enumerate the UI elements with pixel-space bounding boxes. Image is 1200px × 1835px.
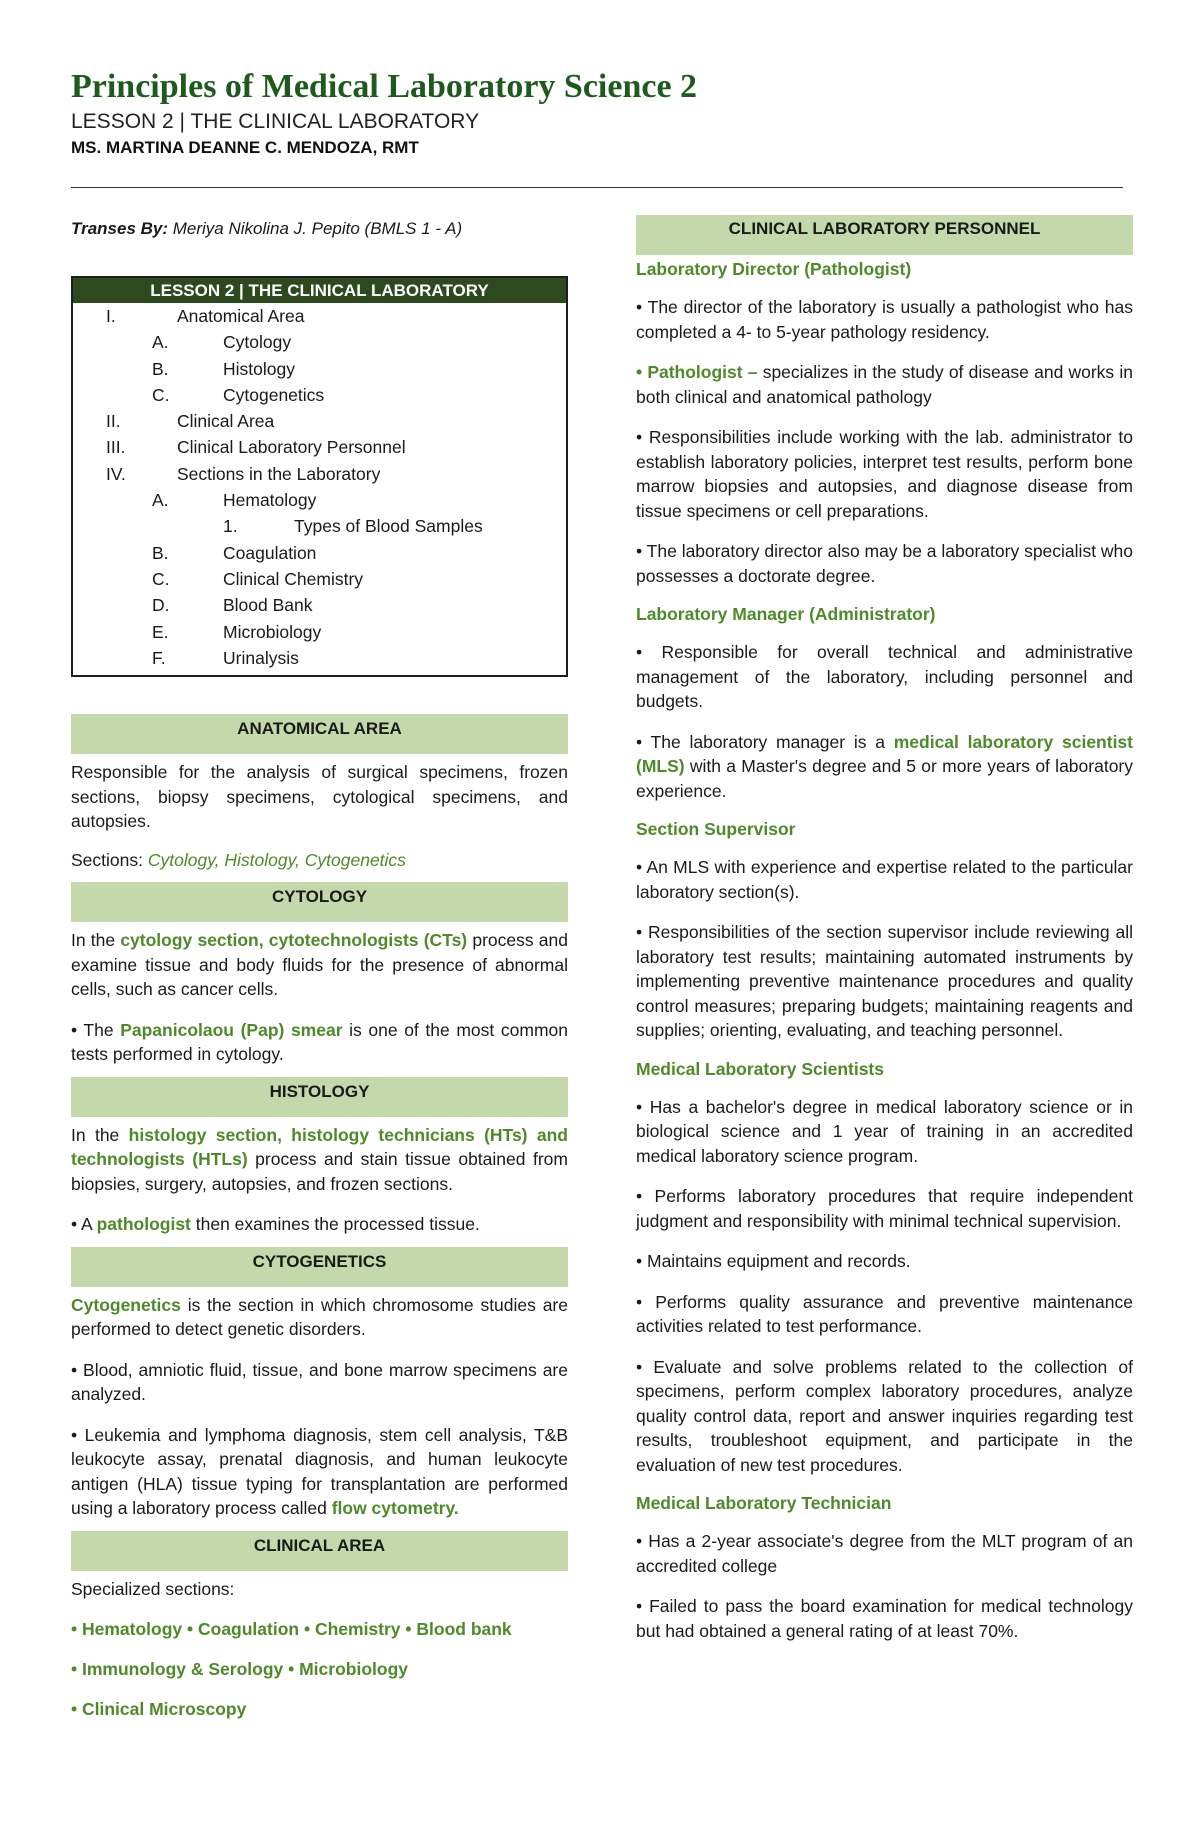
toc-item-label: Types of Blood Samples [294,516,483,537]
toc-item-number: II. [106,411,121,432]
toc-item-number: 1. [223,516,238,537]
toc-item-label: Anatomical Area [177,306,305,326]
clinical-sections-line-3: • Clinical Microscopy [71,1699,247,1720]
toc-item-label: Sections in the Laboratory [177,463,381,484]
text-run: • Leukemia and lymphoma diagnosis, stem cell analysis, T&B leukocyte assay, prenatal diagnosis, and human leukocyte antigen (HLA) tissue typing for transplantation are performed using a laboratory process called [71,1424,568,1519]
toc-item-number: I. [106,306,116,326]
text-run: • The [71,1019,121,1040]
highlight-term: • Pathologist – [636,362,763,382]
anatomical-text: Responsible for the analysis of surgical specimens, frozen sections, biopsy specimens, cytological specimens, and autopsies. [71,762,568,832]
toc-item-number: A. [152,332,169,353]
director-paragraph-3: • Responsibilities include working with the lab. administrator to establish laboratory policies, interpret test results, perform bone marrow biopsies and autopsies, and diagnose disease from tissue specimens or cell preparations. [636,427,1133,521]
toc-item-number: C. [152,384,170,405]
subheading-director: Laboratory Director (Pathologist) [636,259,912,279]
toc-item-label: Clinical Chemistry [223,568,364,589]
toc-item [73,356,566,382]
section-heading-histology: HISTOLOGY [71,1077,568,1117]
highlight-term: medical laboratory scientist (MLS) [636,731,1133,776]
clinical-intro: Specialized sections: [71,1578,235,1599]
toc-item [73,566,566,592]
mls-paragraph-2: • Performs laboratory procedures that require independent judgment and responsibility with minimal technical supervision. [636,1186,1133,1231]
sections-value: Cytology, Histology, Cytogenetics [147,849,406,870]
cytogenetics-paragraph-3 [71,1423,568,1521]
highlight-term: cytology section, cytotechnologists (CTs) [120,930,468,951]
instructor-name: MS. MARTINA DEANNE C. MENDOZA, RMT [71,138,419,157]
toc-item [73,382,566,408]
toc-item-number: E. [152,621,169,642]
highlight-term: Cytogenetics [71,1294,181,1315]
anatomical-sections [71,848,568,873]
toc-item-number: B. [152,542,169,563]
text-run: process and examine tissue and body fluids for the presence of abnormal cells, such as cancer cells. [71,930,568,1000]
toc-item-number: IV. [106,463,126,484]
toc-item-label: Urinalysis [223,647,299,668]
histology-paragraph-2 [71,1212,568,1237]
right-column [636,215,1133,1643]
section-heading-personnel: CLINICAL LABORATORY PERSONNEL [636,215,1133,255]
toc-item-label: Microbiology [223,621,322,642]
transes-label: Transes By: [71,219,169,238]
toc-item [73,408,566,434]
toc-item [73,619,566,645]
manager-paragraph-2 [636,730,1133,804]
text-run: In the [71,930,121,951]
text-run: is the section in which chromosome studies are performed to detect genetic disorders. [71,1294,568,1340]
section-heading-cytogenetics: CYTOGENETICS [71,1247,568,1287]
cytology-paragraph-2 [71,1018,568,1067]
subheading-mls: Medical Laboratory Scientists [636,1058,884,1079]
mls-paragraph-3: • Maintains equipment and records. [636,1251,911,1271]
toc-item [73,303,566,329]
subheading-mlt: Medical Laboratory Technician [636,1493,892,1513]
toc-item [73,592,566,618]
text-run: • The laboratory manager is a [636,731,894,752]
mls-paragraph-1: • Has a bachelor's degree in medical laboratory science or in biological science and 1 year of training in an accredited medical laboratory science program. [636,1096,1133,1166]
toc-item-label: Clinical Area [177,411,275,432]
toc-item [73,513,566,539]
toc-item [73,434,566,460]
cytogenetics-paragraph-2: • Blood, amniotic fluid, tissue, and bone marrow specimens are analyzed. [71,1359,568,1405]
text-run: specializes in the study of disease and works in both clinical and anatomical pathology [636,362,1133,407]
text-run: with a Master's degree and 5 or more years of laboratory experience. [636,756,1133,801]
director-paragraph-4: • The laboratory director also may be a laboratory specialist who possesses a doctorate degree. [636,541,1134,586]
toc-item [73,487,566,513]
transes-value: Meriya Nikolina J. Pepito (BMLS 1 - A) [172,219,463,238]
highlight-term: histology section, histology technicians (HTs) and technologists (HTLs) [71,1124,568,1170]
toc-item [73,461,566,487]
mls-paragraph-5: • Evaluate and solve problems related to the collection of specimens, perform complex laboratory procedures, analyze quality control data, report and answer inquiries regarding test results, troubleshoot equipment, and participate in the evaluation of new test procedures. [636,1356,1133,1475]
director-paragraph-1: • The director of the laboratory is usually a pathologist who has completed a 4- to 5-year pathology residency. [636,297,1133,342]
supervisor-paragraph-2: • Responsibilities of the section supervisor include reviewing all laboratory test results; maintaining automated instruments by implementing preventive maintenance procedures and quality control measures; preparing budgets; maintaining reagents and supplies; orienting, evaluating, and teaching personnel. [636,922,1133,1040]
highlight-term: pathologist [96,1214,191,1235]
toc-item-number: D. [152,595,170,616]
page-title: Principles of Medical Laboratory Science 2 [71,68,698,105]
text-run: is one of the most common tests performed in cytology. [71,1019,568,1065]
toc-item-label: Cytology [223,332,292,353]
toc-item-label: Coagulation [223,542,317,563]
highlight-term: Papanicolaou (Pap) smear [120,1019,343,1040]
toc-item-label: Cytogenetics [223,384,325,405]
toc-item-label: Blood Bank [223,595,313,616]
section-heading-anatomical: ANATOMICAL AREA [71,714,568,754]
toc-list [73,303,566,671]
lesson-subtitle: LESSON 2 | THE CLINICAL LABORATORY [71,110,480,133]
manager-paragraph-1: • Responsible for overall technical and administrative management of the laboratory, including personnel and budgets. [636,642,1133,711]
toc-item-number: F. [152,647,166,668]
cytogenetics-paragraph-1 [71,1293,568,1342]
text-run: process and stain tissue obtained from biopsies, surgery, autopsies, and frozen sections. [71,1149,568,1194]
header-divider [71,187,1123,188]
toc-item [73,645,566,671]
transes-credit [71,219,568,249]
director-paragraph-2 [636,360,1133,409]
toc-item-number: III. [106,437,126,458]
mls-paragraph-4: • Performs quality assurance and preventive maintenance activities related to test performance. [636,1291,1133,1336]
toc-item [73,540,566,566]
toc-item-label: Clinical Laboratory Personnel [177,437,406,458]
text-run: In the [71,1124,129,1145]
clinical-sections-line-1: • Hematology • Coagulation • Chemistry • Blood bank [71,1619,512,1640]
toc-item [73,329,566,355]
table-of-contents [71,276,568,677]
section-heading-cytology: CYTOLOGY [71,882,568,922]
toc-item-label: Histology [223,358,295,379]
sections-label: Sections: [71,849,148,870]
toc-item-number: C. [152,568,170,589]
supervisor-paragraph-1: • An MLS with experience and expertise related to the particular laboratory section(s). [636,857,1133,902]
highlight-term: flow cytometry. [331,1498,459,1519]
toc-heading: LESSON 2 | THE CLINICAL LABORATORY [73,278,566,303]
mlt-paragraph-1: • Has a 2-year associate's degree from the MLT program of an accredited college [636,1531,1133,1576]
histology-paragraph-1 [71,1123,568,1197]
toc-item-label: Hematology [223,490,317,511]
mlt-paragraph-2: • Failed to pass the board examination for medical technology but had obtained a general rating of at least 70%. [636,1596,1133,1641]
text-run: then examines the processed tissue. [190,1214,480,1235]
cytology-paragraph-1 [71,928,568,1002]
toc-item-number: A. [152,490,169,511]
section-heading-clinical: CLINICAL AREA [71,1531,568,1571]
subheading-supervisor: Section Supervisor [636,819,796,839]
subheading-manager: Laboratory Manager (Administrator) [636,604,936,624]
toc-item-number: B. [152,358,169,379]
text-run: • A [71,1214,97,1235]
left-column [71,215,568,1721]
clinical-sections-line-2: • Immunology & Serology • Microbiology [71,1659,408,1680]
